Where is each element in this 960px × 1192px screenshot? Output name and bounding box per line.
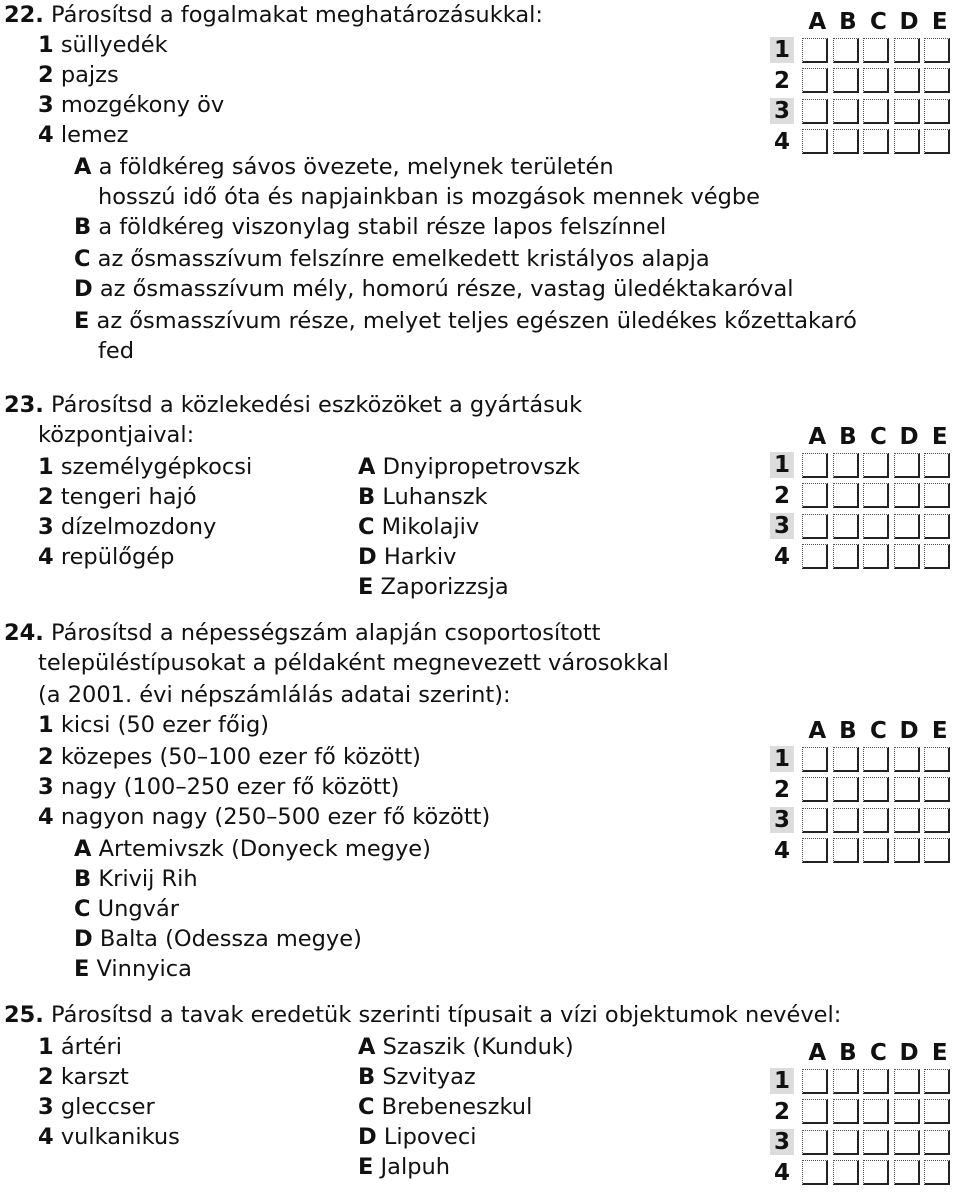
q25-number: 25. — [4, 1002, 44, 1028]
answer-checkbox[interactable] — [924, 38, 950, 63]
answer-checkbox[interactable] — [894, 453, 920, 478]
answer-checkbox[interactable] — [863, 838, 889, 863]
q24-prompt-cont-1: településtípusokat a példaként megnevezett városokkal — [38, 650, 669, 676]
answer-checkbox[interactable] — [894, 38, 920, 63]
q24-option-a: A Artemivszk (Donyeck megye) — [74, 836, 431, 862]
answer-checkbox[interactable] — [924, 1130, 950, 1155]
q23-prompt-cont: központjaival: — [38, 422, 195, 448]
grid-column-header: E — [931, 1040, 948, 1066]
answer-checkbox[interactable] — [802, 544, 828, 569]
answer-checkbox[interactable] — [802, 68, 828, 93]
answer-checkbox[interactable] — [924, 838, 950, 863]
grid-row — [770, 96, 955, 127]
answer-checkbox[interactable] — [833, 808, 859, 833]
grid-row — [770, 744, 955, 775]
grid-column-headers — [802, 424, 955, 450]
answer-checkbox[interactable] — [894, 544, 920, 569]
answer-checkbox[interactable] — [802, 777, 828, 802]
q24-item-3: 3 nagy (100–250 ezer fő között) — [38, 774, 400, 800]
answer-checkbox[interactable] — [924, 808, 950, 833]
grid-row — [770, 1097, 955, 1128]
q22-option-e-cont: fed — [98, 338, 135, 364]
answer-checkbox[interactable] — [863, 453, 889, 478]
grid-column-header: A — [808, 718, 827, 744]
grid-column-header: D — [899, 9, 919, 35]
answer-checkbox[interactable] — [924, 1099, 950, 1124]
grid-row — [770, 1127, 955, 1158]
grid-column-header: D — [899, 1040, 919, 1066]
grid-row — [770, 511, 955, 542]
answer-checkbox[interactable] — [802, 453, 828, 478]
q24-option-e: E Vinnyica — [74, 956, 192, 982]
answer-checkbox[interactable] — [894, 1160, 920, 1185]
q23-answer-grid — [770, 424, 955, 572]
answer-checkbox[interactable] — [833, 747, 859, 772]
grid-row — [770, 805, 955, 836]
answer-checkbox[interactable] — [894, 483, 920, 508]
answer-checkbox[interactable] — [863, 1130, 889, 1155]
answer-checkbox[interactable] — [802, 483, 828, 508]
q23-option-d: D Harkiv — [358, 544, 457, 570]
answer-checkbox[interactable] — [833, 68, 859, 93]
answer-checkbox[interactable] — [863, 483, 889, 508]
q25-option-b: B Szvityaz — [358, 1064, 476, 1090]
answer-checkbox[interactable] — [863, 747, 889, 772]
answer-checkbox[interactable] — [894, 68, 920, 93]
answer-checkbox[interactable] — [863, 808, 889, 833]
answer-checkbox[interactable] — [863, 99, 889, 124]
answer-checkbox[interactable] — [894, 777, 920, 802]
q22-option-d: D az ősmasszívum mély, homorú része, vastag üledéktakaróval — [74, 276, 794, 302]
grid-row-label: 2 — [773, 482, 790, 509]
q23-option-e: E Zaporizzsja — [358, 574, 509, 600]
grid-row — [770, 1066, 955, 1097]
answer-checkbox[interactable] — [924, 1160, 950, 1185]
answer-checkbox[interactable] — [833, 1160, 859, 1185]
q23-header: 23. Párosítsd a közlekedési eszközöket a gyártásuk — [4, 392, 583, 418]
grid-row-label: 3 — [770, 98, 794, 124]
q25-item-3: 3 gleccser — [38, 1094, 155, 1120]
q23-option-b: B Luhanszk — [358, 484, 488, 510]
q22-option-a: A a földkéreg sávos övezete, melynek területén — [74, 154, 614, 180]
grid-column-header: B — [839, 424, 857, 450]
answer-checkbox[interactable] — [833, 483, 859, 508]
grid-column-header: C — [870, 718, 887, 744]
answer-checkbox[interactable] — [924, 514, 950, 539]
q23-item-2: 2 tengeri hajó — [38, 484, 197, 510]
q25-option-c: C Brebeneszkul — [358, 1094, 533, 1120]
q24-prompt-cont-2: (a 2001. évi népszámlálás adatai szerint): — [38, 682, 511, 708]
answer-checkbox[interactable] — [833, 99, 859, 124]
answer-checkbox[interactable] — [802, 747, 828, 772]
q24-answer-grid — [770, 718, 955, 866]
answer-checkbox[interactable] — [863, 129, 889, 154]
q24-option-d: D Balta (Odessza megye) — [74, 926, 362, 952]
answer-checkbox[interactable] — [894, 838, 920, 863]
answer-checkbox[interactable] — [802, 514, 828, 539]
q25-option-e: E Jalpuh — [358, 1154, 451, 1180]
grid-row-label: 1 — [770, 452, 794, 478]
answer-checkbox[interactable] — [833, 514, 859, 539]
grid-row-label: 4 — [773, 128, 790, 155]
q22-item-2: 2 pajzs — [38, 62, 119, 88]
grid-row — [770, 66, 955, 97]
q25-header: 25. Párosítsd a tavak eredetük szerinti típusait a vízi objektumok nevével: — [4, 1002, 842, 1028]
q23-item-3: 3 dízelmozdony — [38, 514, 217, 540]
q24-number: 24. — [4, 620, 44, 646]
grid-row — [770, 542, 955, 573]
grid-column-header: B — [839, 718, 857, 744]
answer-checkbox[interactable] — [894, 1099, 920, 1124]
q22-option-e: E az ősmasszívum része, melyet teljes egészen üledékes kőzettakaró — [74, 308, 857, 334]
answer-checkbox[interactable] — [833, 777, 859, 802]
q24-header: 24. Párosítsd a népességszám alapján csoportosított — [4, 620, 601, 646]
answer-checkbox[interactable] — [894, 129, 920, 154]
grid-column-header: A — [808, 1040, 827, 1066]
answer-checkbox[interactable] — [894, 1130, 920, 1155]
q24-option-b: B Krivij Rih — [74, 866, 198, 892]
grid-column-header: E — [931, 9, 948, 35]
answer-checkbox[interactable] — [863, 544, 889, 569]
grid-row-label: 1 — [770, 746, 794, 772]
q22-item-4: 4 lemez — [38, 122, 129, 148]
grid-row — [770, 836, 955, 867]
q22-item-1: 1 süllyedék — [38, 32, 168, 58]
grid-column-header: B — [839, 1040, 857, 1066]
grid-row-label: 2 — [773, 67, 790, 94]
answer-checkbox[interactable] — [863, 1069, 889, 1094]
answer-checkbox[interactable] — [924, 129, 950, 154]
q22-option-c: C az ősmasszívum felszínre emelkedett kristályos alapja — [74, 246, 710, 272]
answer-checkbox[interactable] — [833, 1069, 859, 1094]
grid-column-headers — [802, 9, 955, 35]
answer-checkbox[interactable] — [924, 544, 950, 569]
q24-item-1: 1 kicsi (50 ezer főig) — [38, 712, 270, 738]
q24-item-4: 4 nagyon nagy (250–500 ezer fő között) — [38, 804, 491, 830]
grid-column-header: B — [839, 9, 857, 35]
answer-checkbox[interactable] — [833, 129, 859, 154]
answer-checkbox[interactable] — [802, 1069, 828, 1094]
answer-checkbox[interactable] — [863, 1099, 889, 1124]
answer-checkbox[interactable] — [802, 808, 828, 833]
answer-checkbox[interactable] — [924, 68, 950, 93]
answer-checkbox[interactable] — [802, 1099, 828, 1124]
answer-checkbox[interactable] — [833, 838, 859, 863]
grid-column-headers — [802, 1040, 955, 1066]
answer-checkbox[interactable] — [802, 1160, 828, 1185]
answer-checkbox[interactable] — [833, 544, 859, 569]
grid-row — [770, 450, 955, 481]
q23-number: 23. — [4, 392, 44, 418]
q25-item-4: 4 vulkanikus — [38, 1124, 180, 1150]
q22-number: 22. — [4, 2, 44, 28]
answer-checkbox[interactable] — [894, 514, 920, 539]
grid-row-label: 1 — [770, 37, 794, 63]
q25-item-1: 1 ártéri — [38, 1034, 123, 1060]
answer-checkbox[interactable] — [802, 38, 828, 63]
grid-column-header: A — [808, 424, 827, 450]
q24-option-c: C Ungvár — [74, 896, 180, 922]
answer-checkbox[interactable] — [924, 1069, 950, 1094]
q22-header — [4, 0, 543, 30]
q22-item-3: 3 mozgékony öv — [38, 92, 225, 118]
q25-option-d: D Lipoveci — [358, 1124, 477, 1150]
grid-row — [770, 481, 955, 512]
grid-column-header: C — [870, 424, 887, 450]
grid-column-header: C — [870, 9, 887, 35]
answer-checkbox[interactable] — [894, 1069, 920, 1094]
grid-row-label: 3 — [770, 513, 794, 539]
q22-option-b: B a földkéreg viszonylag stabil része lapos felszínnel — [74, 214, 667, 240]
grid-row-label: 4 — [773, 837, 790, 864]
answer-checkbox[interactable] — [833, 1130, 859, 1155]
answer-checkbox[interactable] — [833, 1099, 859, 1124]
grid-column-header: D — [899, 718, 919, 744]
grid-column-headers — [802, 718, 955, 744]
grid-row-label: 2 — [773, 1098, 790, 1125]
answer-checkbox[interactable] — [802, 838, 828, 863]
answer-checkbox[interactable] — [924, 99, 950, 124]
q22-prompt: Párosítsd a fogalmakat meghatározásukkal: — [51, 2, 543, 28]
answer-checkbox[interactable] — [802, 129, 828, 154]
grid-row — [770, 127, 955, 158]
grid-row-label: 4 — [773, 543, 790, 570]
answer-checkbox[interactable] — [863, 68, 889, 93]
q22-option-a-cont: hosszú idő óta és napjainkban is mozgások mennek végbe — [98, 184, 761, 210]
grid-row-label: 2 — [773, 776, 790, 803]
grid-row-label: 3 — [770, 807, 794, 833]
q23-option-a: A Dnyipropetrovszk — [358, 454, 580, 480]
answer-checkbox[interactable] — [894, 99, 920, 124]
q22-answer-grid — [770, 9, 955, 157]
answer-checkbox[interactable] — [863, 38, 889, 63]
grid-row-label: 4 — [773, 1159, 790, 1186]
answer-checkbox[interactable] — [924, 747, 950, 772]
q23-item-1: 1 személygépkocsi — [38, 454, 253, 480]
grid-column-header: E — [931, 718, 948, 744]
answer-checkbox[interactable] — [894, 747, 920, 772]
q25-item-2: 2 karszt — [38, 1064, 129, 1090]
grid-row-label: 3 — [770, 1129, 794, 1155]
q24-item-2: 2 közepes (50–100 ezer fő között) — [38, 744, 421, 770]
grid-row — [770, 35, 955, 66]
answer-checkbox[interactable] — [924, 453, 950, 478]
grid-column-header: A — [808, 9, 827, 35]
answer-checkbox[interactable] — [833, 453, 859, 478]
grid-column-header: E — [931, 424, 948, 450]
answer-checkbox[interactable] — [894, 808, 920, 833]
grid-column-header: D — [899, 424, 919, 450]
answer-checkbox[interactable] — [863, 514, 889, 539]
q23-option-c: C Mikolajiv — [358, 514, 480, 540]
answer-checkbox[interactable] — [924, 777, 950, 802]
answer-checkbox[interactable] — [802, 1130, 828, 1155]
grid-column-header: C — [870, 1040, 887, 1066]
q23-item-4: 4 repülőgép — [38, 544, 175, 570]
grid-row — [770, 775, 955, 806]
answer-checkbox[interactable] — [833, 38, 859, 63]
answer-checkbox[interactable] — [863, 1160, 889, 1185]
q25-option-a: A Szaszik (Kunduk) — [358, 1034, 574, 1060]
answer-checkbox[interactable] — [802, 99, 828, 124]
q25-answer-grid — [770, 1040, 955, 1188]
grid-row — [770, 1158, 955, 1189]
answer-checkbox[interactable] — [863, 777, 889, 802]
grid-row-label: 1 — [770, 1068, 794, 1094]
answer-checkbox[interactable] — [924, 483, 950, 508]
